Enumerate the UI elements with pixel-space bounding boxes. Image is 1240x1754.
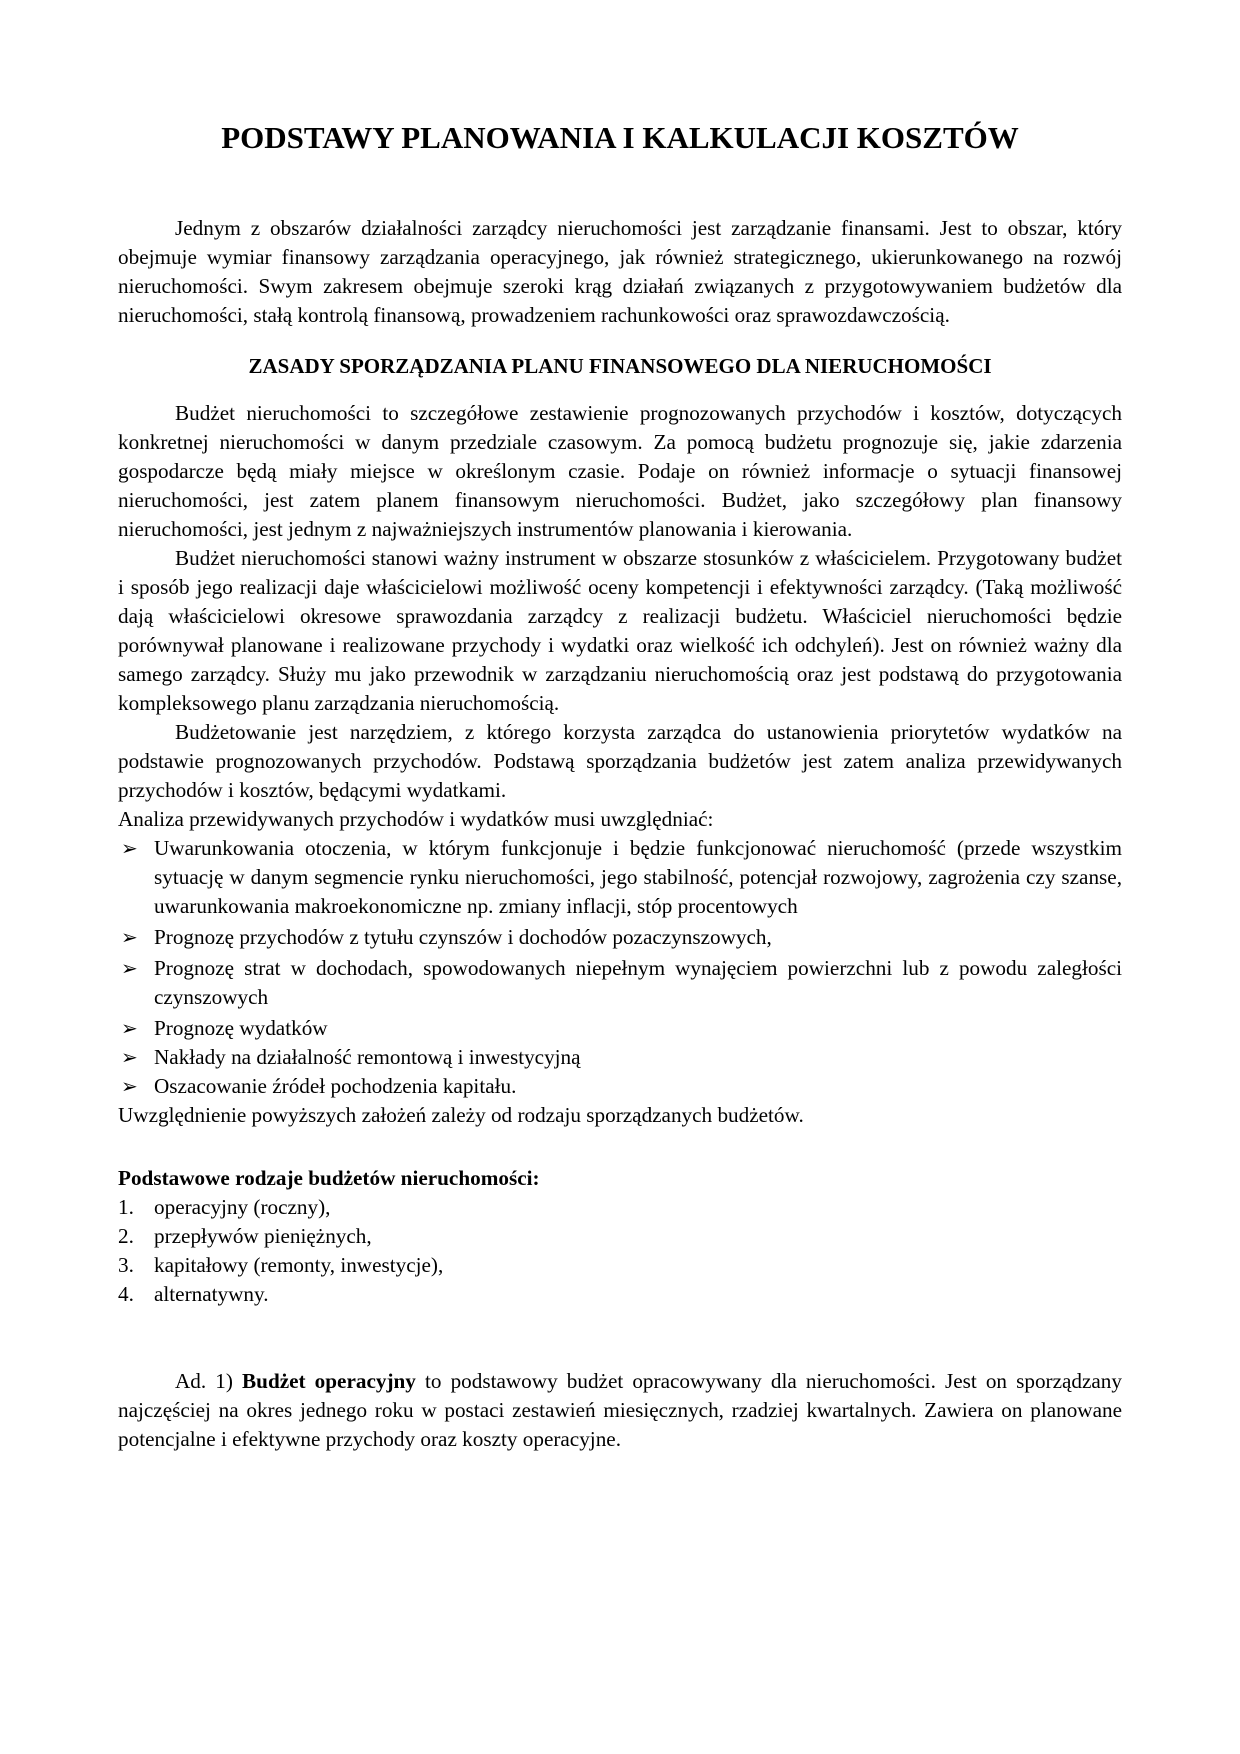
analysis-bullet-list <box>118 834 1122 1101</box>
arrow-bullet-icon: ➢ <box>121 1074 138 1098</box>
list-item: ➢ Prognozę przychodów z tytułu czynszów i dochodów pozaczynszowych, <box>118 923 1122 952</box>
ad1-paragraph: Ad. 1) Budżet operacyjny to podstawowy budżet opracowywany dla nieruchomości. Jest on sporządzany najczęściej na okres jednego roku w postaci zestawień miesięcznych, rzadziej kwartalnych. Zawiera on planowane potencjalne i efektywne przychody oraz koszty operacyjne. <box>118 1369 1122 1451</box>
operating-budget-term: Budżet operacyjny <box>242 1369 416 1393</box>
list-item: ➢ Prognozę wydatków <box>118 1014 1122 1043</box>
arrow-bullet-icon: ➢ <box>121 836 138 860</box>
list-item: 1. operacyjny (roczny), <box>118 1195 331 1219</box>
list-item: ➢ Prognozę strat w dochodach, spowodowanych niepełnym wynajęciem powierzchni lub z powodu zaległości czynszowych <box>121 956 1122 1009</box>
list-item: ➢ Oszacowanie źródeł pochodzenia kapitału. <box>118 1072 1122 1101</box>
list-item: 3. kapitałowy (remonty, inwestycje), <box>118 1253 444 1277</box>
budget-types-heading: Podstawowe rodzaje budżetów nieruchomości: <box>118 1166 540 1190</box>
list-item: ➢ Uwarunkowania otoczenia, w którym funkcjonuje i będzie funkcjonować nieruchomość (przede wszystkim sytuację w danym segmencie rynku nieruchomości, jego stabilność, potencjał rozwojowy, zagrożenia czy szanse, uwarunkowania makroekonomiczne np. zmiany inflacji, stóp procentowych <box>121 836 1122 918</box>
analysis-intro: Analiza przewidywanych przychodów i wydatków musi uwzględniać: <box>118 807 714 831</box>
arrow-bullet-icon: ➢ <box>121 1045 138 1069</box>
arrow-bullet-icon: ➢ <box>121 956 138 980</box>
document-page <box>118 118 1122 1454</box>
list-item: ➢ Nakłady na działalność remontową i inwestycyjną <box>118 1043 1122 1072</box>
paragraph-budget-definition: Budżet nieruchomości to szczegółowe zestawienie prognozowanych przychodów i kosztów, dotyczących konkretnej nieruchomości w danym przedziale czasowym. Za pomocą budżetu prognozuje się, jakie zdarzenia gospodarcze będą miały miejsce w określonym czasie. Podaje on również informacje o sytuacji finansowej nieruchomości, jest zatem planem finansowym nieruchomości. Budżet, jako szczegółowy plan finansowy nieruchomości, jest jednym z najważniejszych instrumentów planowania i kierowania. <box>118 401 1122 541</box>
paragraph-budget-owner: Budżet nieruchomości stanowi ważny instrument w obszarze stosunków z właścicielem. Przygotowany budżet i sposób jego realizacji daje właścicielowi możliwość oceny kompetencji i efektywności zarządcy. (Taką możliwość dają właścicielowi okresowe sprawozdania zarządcy z realizacji budżetu. Właściciel nieruchomości będzie porównywał planowane i realizowane przychody i wydatki oraz wielkość ich odchyleń). Jest on również ważny dla samego zarządcy. Służy mu jako przewodnik w zarządzaniu nieruchomością oraz jest podstawą do przygotowania kompleksowego planu zarządzania nieruchomością. <box>118 546 1122 715</box>
summary-text: Uwzględnienie powyższych założeń zależy od rodzaju sporządzanych budżetów. <box>118 1103 804 1127</box>
list-item: 2. przepływów pieniężnych, <box>118 1224 372 1248</box>
intro-paragraph: Jednym z obszarów działalności zarządcy nieruchomości jest zarządzanie finansami. Jest to obszar, który obejmuje wymiar finansowy zarządzania operacyjnego, jak również strategicznego, ukierunkowanego na rozwój nieruchomości. Swym zakresem obejmuje szeroki krąg działań związanych z przygotowywaniem budżetów dla nieruchomości, stałą kontrolą finansową, prowadzeniem rachunkowości oraz sprawozdawczością. <box>118 216 1122 327</box>
paragraph-budgeting-tool: Budżetowanie jest narzędziem, z którego korzysta zarządca do ustanowienia priorytetów wydatków na podstawie prognozowanych przychodów. Podstawą sporządzania budżetów jest zatem analiza przewidywanych przychodów i kosztów, będącymi wydatkami. <box>118 720 1122 802</box>
arrow-bullet-icon: ➢ <box>121 925 138 949</box>
document-title: PODSTAWY PLANOWANIA I KALKULACJI KOSZTÓW <box>221 120 1019 155</box>
section-title: ZASADY SPORZĄDZANIA PLANU FINANSOWEGO DLA NIERUCHOMOŚCI <box>248 354 992 378</box>
budget-types-list <box>118 1193 1122 1309</box>
arrow-bullet-icon: ➢ <box>121 1016 138 1040</box>
list-item: 4. alternatywny. <box>118 1282 269 1306</box>
